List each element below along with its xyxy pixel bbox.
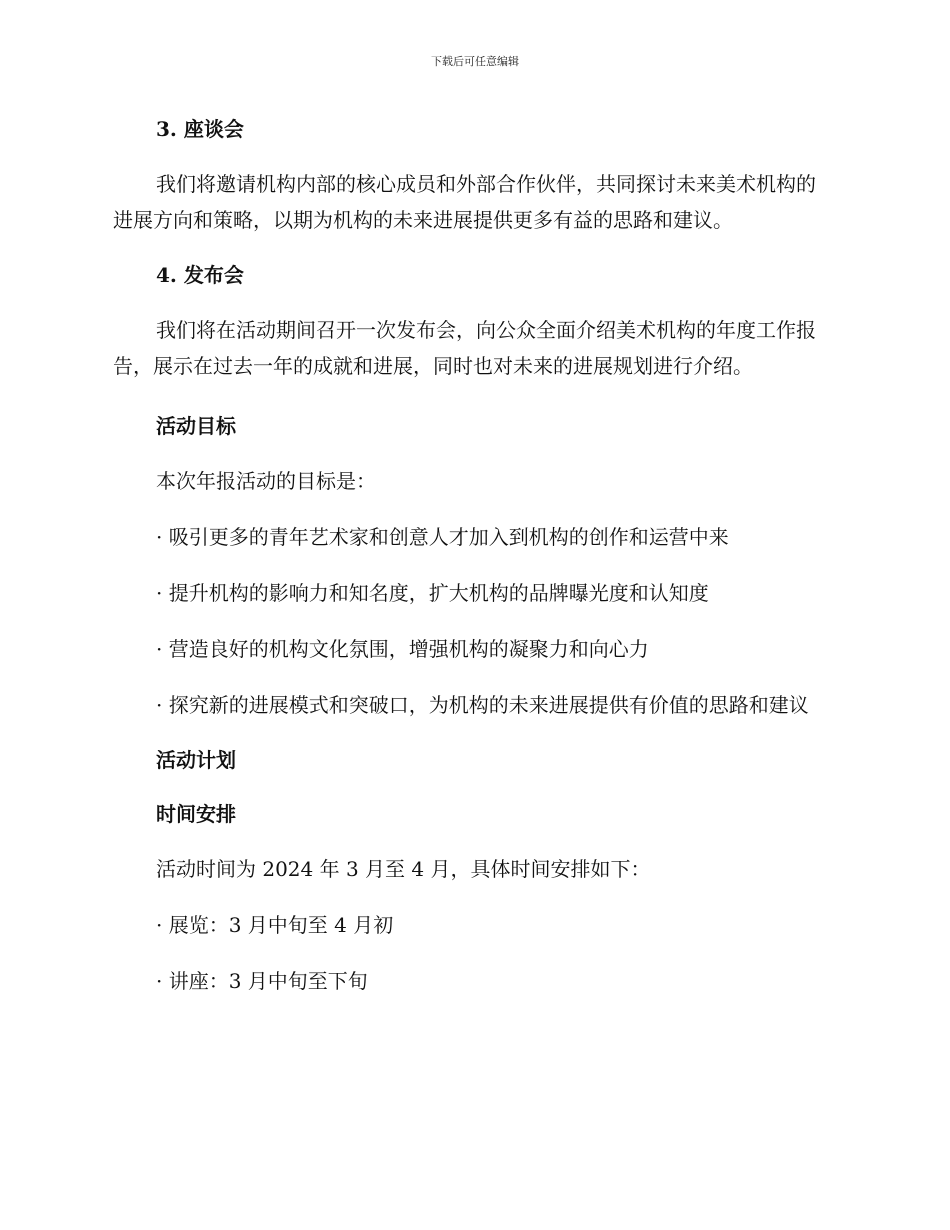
section-heading-launch: 4. 发布会 — [156, 263, 244, 287]
list-item: · 提升机构的影响力和知名度，扩大机构的品牌曝光度和认知度 — [156, 581, 709, 605]
list-item: · 吸引更多的青年艺术家和创意人才加入到机构的创作和运营中来 — [156, 525, 729, 549]
paragraph-seminar: 我们将邀请机构内部的核心成员和外部合作伙伴，共同探讨未来美术机构的进展方向和策略，以期为机构的未来进展提供更多有益的思路和建议。 — [113, 172, 816, 232]
list-item: · 讲座：3 月中旬至下旬 — [156, 969, 368, 993]
section-heading-goals: 活动目标 — [156, 414, 236, 438]
section-heading-seminar: 3. 座谈会 — [156, 117, 244, 141]
page-header: 下载后可任意编辑 — [431, 55, 519, 68]
list-item: · 探究新的进展模式和突破口，为机构的未来进展提供有价值的思路和建议 — [156, 693, 809, 717]
paragraph-launch: 我们将在活动期间召开一次发布会，向公众全面介绍美术机构的年度工作报告，展示在过去一年的成就和进展，同时也对未来的进展规划进行介绍。 — [113, 318, 816, 378]
paragraph-goals-intro: 本次年报活动的目标是： — [156, 469, 376, 493]
paragraph-schedule-intro: 活动时间为 2024 年 3 月至 4 月，具体时间安排如下： — [156, 857, 651, 881]
section-heading-plan: 活动计划 — [156, 748, 236, 772]
document-body — [113, 112, 833, 999]
list-item: · 展览：3 月中旬至 4 月初 — [156, 913, 394, 937]
section-heading-schedule: 时间安排 — [156, 802, 236, 826]
list-item: · 营造良好的机构文化氛围，增强机构的凝聚力和向心力 — [156, 637, 649, 661]
